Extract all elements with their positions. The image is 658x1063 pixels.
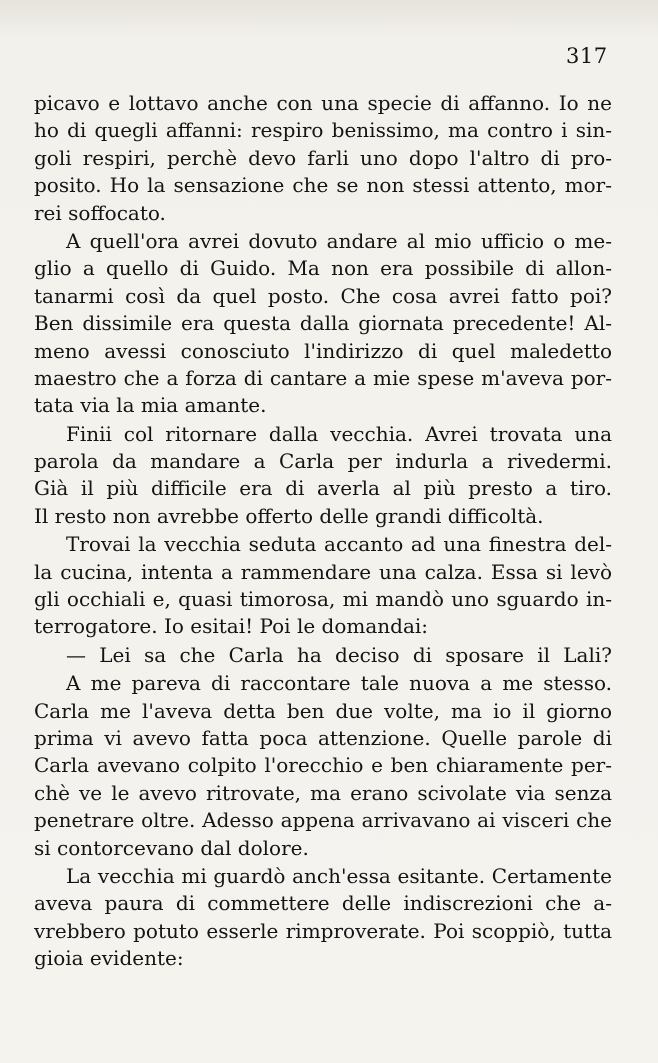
text-line: tanarmi così da quel posto. Che cosa avrei fatto poi? <box>34 283 612 308</box>
text-line: posito. Ho la sensazione che se non stessi attento, mor- <box>34 173 612 198</box>
text-line: Trovai la vecchia seduta accanto ad una finestra del- <box>66 532 612 557</box>
text-line: A me pareva di raccontare tale nuova a me stesso. <box>66 671 612 696</box>
text-line: rei soffocato. <box>34 200 166 225</box>
text-line: Ben dissimile era questa dalla giornata precedente! Al- <box>34 311 612 336</box>
text-line: parola da mandare a Carla per indurla a rivedermi. <box>34 449 612 474</box>
text-line: Il resto non avrebbe offerto delle grandi difficoltà. <box>34 503 544 528</box>
text-line: maestro che a forza di cantare a mie spese m'aveva por- <box>34 365 612 390</box>
text-line: Già il più difficile era di averla al più presto a tiro. <box>34 476 612 501</box>
text-line: terrogatore. Io esitai! Poi le domandai: <box>34 614 429 639</box>
text-line: aveva paura di commettere delle indiscrezioni che a- <box>34 891 612 916</box>
body-text <box>34 90 612 973</box>
text-line: si contorcevano dal dolore. <box>34 835 309 860</box>
text-line: prima vi avevo fatta poca attenzione. Quelle parole di <box>34 725 612 750</box>
text-line: picavo e lottavo anche con una specie di affanno. Io ne <box>34 91 612 115</box>
text-line: Carla me l'aveva detta ben due volte, ma io il giorno <box>34 698 612 723</box>
text-line: Carla avevano colpito l'orecchio e ben chiaramente per- <box>34 753 612 778</box>
text-line: gioia evidente: <box>34 946 184 971</box>
text-line: Finii col ritornare dalla vecchia. Avrei trovata una <box>66 421 612 446</box>
text-line: goli respiri, perchè devo farli uno dopo l'altro di pro- <box>34 145 612 170</box>
text-line: tata via la mia amante. <box>34 393 267 418</box>
text-line: chè ve le avevo ritrovate, ma erano scivolate via senza <box>34 780 612 805</box>
text-line: La vecchia mi guardò anch'essa esitante. Certamente <box>66 863 612 888</box>
text-line: ho di quegli affanni: respiro benissimo, ma contro i sin- <box>34 118 612 143</box>
text-line: vrebbero potuto esserle rimproverate. Poi scoppiò, tutta <box>34 918 612 943</box>
text-line: A quell'ora avrei dovuto andare al mio ufficio o me- <box>66 228 612 253</box>
text-line: — Lei sa che Carla ha deciso di sposare il Lali? <box>66 642 612 667</box>
text-line: glio a quello di Guido. Ma non era possibile di allon- <box>34 256 612 281</box>
text-line: meno avessi conosciuto l'indirizzo di quel maledetto <box>34 338 612 363</box>
text-line: penetrare oltre. Adesso appena arrivavano ai visceri che <box>34 808 612 833</box>
page-number: 317 <box>566 44 608 68</box>
text-line: la cucina, intenta a rammendare una calza. Essa si levò <box>34 559 612 584</box>
text-line: gli occhiali e, quasi timorosa, mi mandò uno sguardo in- <box>34 587 612 612</box>
